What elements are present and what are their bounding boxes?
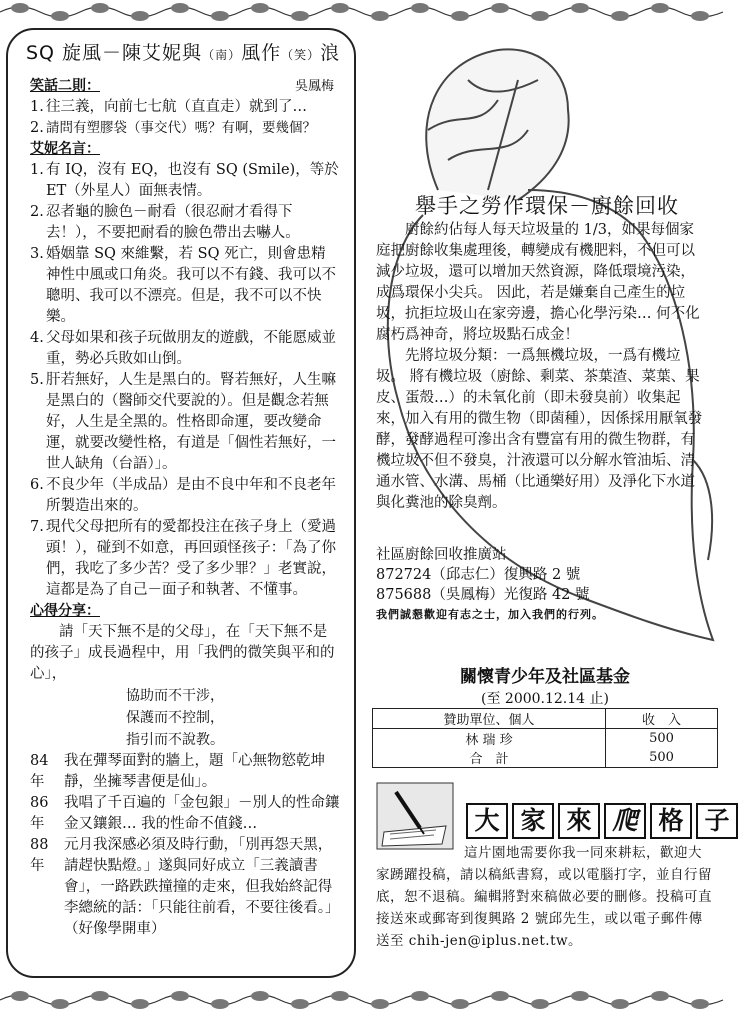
left-article-title [26, 38, 346, 65]
quotes-heading: 艾妮名言： [30, 141, 100, 157]
milestone-item [30, 835, 340, 940]
bottom-vine-border [0, 988, 723, 1012]
quote-text: 現代父母把所有的愛都投注在孩子身上（愛過頭！），碰到不如意，再回頭怪孩子：「為了你們，我吃了多少苦？受了多少罪？」老實說，這都是為了自己－面子和執著、不懂事。 [46, 519, 336, 598]
banner-char: 來 [558, 803, 600, 839]
jokes-header-row [30, 76, 340, 97]
table-header-row [373, 709, 718, 729]
contribute-banner [466, 803, 738, 839]
jokes-author: 吳鳳梅 [294, 79, 334, 94]
joke-num: 1. [30, 99, 44, 115]
milestone-year: 88 年 [30, 837, 49, 874]
top-vine-border [0, 0, 723, 24]
joke-item [30, 118, 340, 139]
station-heading: 社區廚餘回收推廣站 [376, 547, 507, 563]
milestone-text: 元月我深感必須及時行動，「別再怨天黑，請趕快點燈。」遂與同好成立「三義讀書會」，一路跌跌撞撞的走來，但我始終記得李總統的話：「只能往前看，不要往後看。」（好像學開車） [64, 837, 340, 937]
quote-text: 婚姻靠 SQ 來維繫，若 SQ 死亡，則會患精神性中風或口角炎。我可以不有錢、我可以不聰明、我可以不漂亮。但是，我不可以不快樂。 [46, 246, 336, 325]
milestone-year: 84 年 [30, 753, 49, 790]
fund-date: (至 2000.12.14 止) [481, 691, 609, 707]
quote-text: 忍者龜的臉色－耐看（很忍耐才看得下去！），不要把耐看的臉色帶出去嚇人。 [46, 204, 300, 241]
share-heading: 心得分享： [30, 603, 100, 619]
banner-char: 家 [512, 803, 554, 839]
share-line: 保護而不控制， [126, 710, 224, 726]
quote-item [30, 475, 340, 517]
quote-num: 1. [30, 162, 44, 178]
fund-cell: 500 [606, 748, 718, 768]
joke-text: 往三義，向前七七航（直直走）就到了… [46, 99, 307, 115]
quote-num: 4. [30, 330, 44, 346]
pen-writing-icon [376, 782, 454, 850]
milestone-item [30, 751, 340, 793]
quote-text: 不良少年（半成品）是由不良中年和不良老年所製造出來的。 [46, 477, 336, 514]
station-block [376, 545, 706, 625]
quote-num: 5. [30, 372, 44, 388]
quote-item [30, 202, 340, 244]
quote-item [30, 517, 340, 601]
joke-item [30, 97, 340, 118]
quote-num: 6. [30, 477, 44, 493]
title-small-1: （南） [202, 48, 242, 62]
milestone-item [30, 793, 340, 835]
title-small-2: （笑） [281, 48, 321, 62]
quote-item [30, 328, 340, 370]
station-line: 872724（邱志仁）復興路 2 號 [376, 567, 581, 583]
fund-header-income: 收 入 [606, 709, 718, 729]
quote-num: 2. [30, 204, 44, 220]
share-line: 指引而不說教。 [126, 732, 224, 748]
recycling-body [376, 220, 706, 514]
table-row [373, 748, 718, 768]
left-article-body [30, 76, 340, 940]
recycling-paragraph: 廚餘約佔每人每天垃圾量的 1/3，如果每個家庭把廚餘收集處理後，轉變成有機肥料，不但可以減少垃圾，還可以增加天然資源，降低環境污染，成爲環保小尖兵。 因此，若是嫌棄自己產生的垃圾，抗拒垃圾山在家旁邊，擔心化學污染… 何不化腐朽爲神奇，將垃圾點石成金！ [376, 222, 700, 343]
fund-cell: 合 計 [373, 748, 606, 768]
quote-text: 父母如果和孩子玩做朋友的遊戲，不能愿威並重，勢必兵敗如山倒。 [46, 330, 336, 367]
milestone-text: 我唱了千百遍的「金包銀」－別人的性命鑲金又鑲銀… 我的性命不值錢… [64, 795, 340, 832]
fund-cell: 林 瑞 珍 [373, 729, 606, 749]
title-mid: 風作 [241, 42, 282, 64]
banner-char: 子 [696, 803, 738, 839]
quote-num: 3. [30, 246, 44, 262]
share-paragraph: 請「天下無不是的父母」，在「天下無不是的孩子」成長過程中，用「我們的微笑與平和的心」， [30, 624, 335, 682]
quote-item [30, 160, 340, 202]
title-end: 浪 [320, 42, 341, 64]
milestone-year: 86 年 [30, 795, 49, 832]
contribution-notice: 這片園地需要你我一同來耕耘，歡迎大家踴躍投稿，請以稿紙書寫，或以電腦打字，並自行留底，恕不退稿。編輯將對來稿做必要的刪修。投稿可直接送來或郵寄到復興路 2 號邱先生，或以電子郵件傳送至 chih-jen@iplus.net.tw。 [376, 845, 712, 949]
fund-table [372, 708, 718, 768]
station-slogan: 我們誠懇歡迎有志之士，加入我們的行列。 [376, 608, 604, 621]
fund-header-donor: 贊助單位、個人 [373, 709, 606, 729]
quote-item [30, 244, 340, 328]
share-line: 協助而不干涉， [126, 688, 224, 704]
banner-char: 格 [650, 803, 692, 839]
table-row [373, 729, 718, 749]
quote-text: 肝若無好，人生是黑白的。腎若無好，人生嘛是黑白的（醫師交代要說的）。但是觀念若無好，人生是全黑的。性格即命運，要改變命運，就要改變性格，有道是「個性若無好，一世人缺角（台語）」。 [46, 372, 336, 472]
jokes-heading: 笑話二則： [30, 78, 100, 94]
banner-char: 大 [466, 803, 508, 839]
banner-char: 爬 [604, 803, 646, 839]
joke-text: 請問有塑膠袋（事交代）嗎？有啊，要幾個？ [46, 120, 316, 136]
quote-item [30, 370, 340, 475]
recycling-title: 舉手之勞作環保－廚餘回收 [415, 194, 679, 218]
milestone-text: 我在彈琴面對的牆上，題「心無物慾乾坤靜，坐擁琴書便是仙」。 [64, 753, 325, 790]
title-main: SQ 旋風－陳艾妮與 [26, 42, 203, 64]
fund-title: 關懷青少年及社區基金 [460, 667, 630, 687]
recycling-paragraph: 先將垃圾分類：一爲無機垃圾，一爲有機垃圾。 將有機垃圾（廚餘、剩菜、茶葉渣、菜葉、果皮、蛋殼…）的未氧化前（即未發臭前）收集起來，加入有用的微生物（即菌種），因係採用厭氧發酵，發酵過程可滲出含有豐富有用的微生物群，有機垃圾不但不發臭，汁液還可以分解水管油垢、清通水管、水溝、馬桶（比通樂好用）及淨化下水道與化糞池的除臭劑。 [376, 348, 703, 511]
quote-num: 7. [30, 519, 44, 535]
joke-num: 2. [30, 120, 44, 136]
station-line: 875688（吳鳳梅）光復路 42 號 [376, 587, 590, 603]
fund-cell: 500 [606, 729, 718, 749]
quote-text: 有 IQ，沒有 EQ，也沒有 SQ (Smile)，等於 ET（外星人）面無表情。 [46, 162, 339, 199]
